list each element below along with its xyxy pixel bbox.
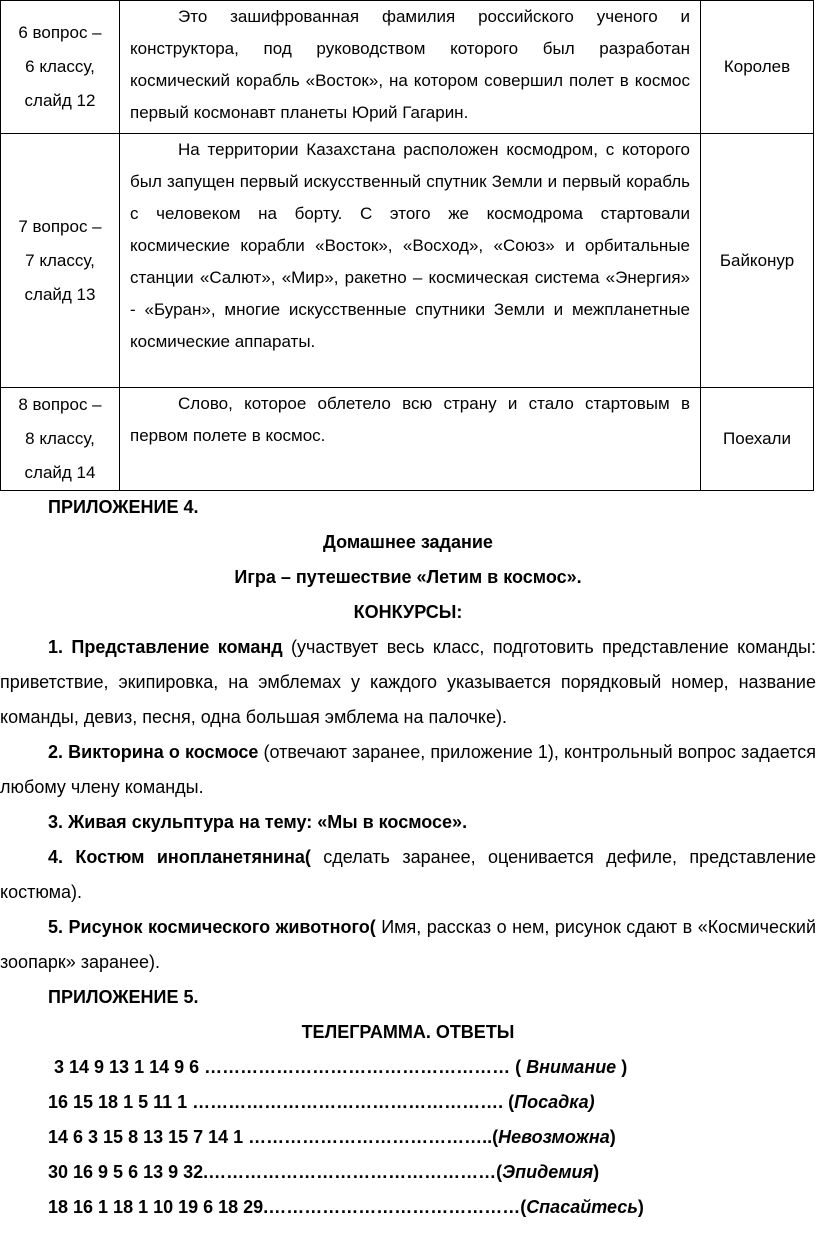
contest-item-title: 4. Костюм инопланетянина(: [48, 847, 311, 867]
telegram-code: 16 15 18 1 5 11 1 ……………………………………………. (: [48, 1092, 515, 1112]
telegram-line: [0, 1120, 816, 1155]
telegram-code: 14 6 3 15 8 13 15 7 14 1 …………………………………..(: [48, 1127, 499, 1147]
telegram-line: [0, 1190, 816, 1225]
contest-item-title: 3. Живая скульптура на тему: «Мы в космосе».: [48, 812, 468, 832]
question-line: слайд 14: [24, 463, 96, 482]
telegram-answer: Невозможна: [498, 1127, 610, 1147]
document-body: [0, 490, 816, 1225]
table-row: [1, 1, 814, 134]
question-text: Слово, которое облетело всю страну и стало стартовым в первом полете в космос.: [120, 388, 701, 491]
game-title: Игра – путешествие «Летим в космос».: [234, 567, 582, 587]
telegram-line: [0, 1155, 816, 1190]
contest-item-text: сделать заранее, оценивается дефиле, представление костюма).: [0, 847, 816, 902]
contest-item-text: Имя, рассказ о нем, рисунок сдают в «Космический зоопарк» заранее).: [0, 917, 816, 972]
contest-item: [0, 735, 816, 805]
telegram-close: ): [609, 1127, 616, 1147]
question-cell: [1, 1, 120, 134]
question-text: На территории Казахстана расположен космодром, с которого был запущен первый искусственный спутник Земли и первый корабль с человеком на борту. С этого же космодрома стартовали космические корабли «Восток», «Восход», «Союз» и орбитальные станции «Салют», «Мир», ракетно – космическая система «Энергия» - «Буран», многие искусственные спутники Земли и межпланетные космические аппараты.: [120, 134, 701, 388]
question-line: 6 классу,: [25, 57, 95, 76]
contest-item-title: 1. Представление команд: [48, 637, 283, 657]
contest-item: [0, 910, 816, 980]
table-row: [1, 388, 814, 491]
telegram-title: ТЕЛЕГРАММА. ОТВЕТЫ: [301, 1022, 515, 1042]
telegram-answer: Спасайтесь: [526, 1197, 638, 1217]
quiz-table: [0, 0, 814, 491]
question-line: слайд 12: [24, 91, 96, 110]
telegram-code: 3 14 9 13 1 14 9 6 …………………………………………… (: [54, 1057, 527, 1077]
telegram-line: [0, 1085, 816, 1120]
contest-item-title: 5. Рисунок космического животного(: [48, 917, 376, 937]
question-line: 8 вопрос –: [18, 395, 102, 414]
question-cell: [1, 388, 120, 491]
telegram-code: 18 16 1 18 1 10 19 6 18 29.……………………………………(: [48, 1197, 527, 1217]
question-line: 7 вопрос –: [18, 216, 102, 236]
answer-cell: Поехали: [701, 388, 814, 491]
question-line: 7 классу,: [25, 250, 95, 270]
contest-item-text: (участвует весь класс, подготовить представление команды: приветствие, экипировка, на эмблемах у каждого указывается порядковый номер, название команды, девиз, песня, одна большая эмблема на палочке).: [0, 637, 816, 727]
appendix-5-heading: ПРИЛОЖЕНИЕ 5.: [48, 987, 199, 1007]
contest-item: [0, 630, 816, 735]
homework-heading: Домашнее задание: [323, 532, 493, 552]
contest-item: [0, 805, 816, 840]
answer-cell: Королев: [701, 1, 814, 134]
telegram-answer: Посадка): [514, 1092, 595, 1112]
question-line: слайд 13: [24, 284, 96, 304]
contests-heading: КОНКУРСЫ:: [353, 602, 463, 622]
telegram-answer: Внимание: [526, 1057, 617, 1077]
contest-item-text: (отвечают заранее, приложение 1), контрольный вопрос задается любому члену команды.: [0, 742, 816, 797]
telegram-answer: Эпидемия: [502, 1162, 594, 1182]
question-line: 6 вопрос –: [18, 23, 102, 42]
contest-item-title: 2. Викторина о космосе: [48, 742, 259, 762]
contest-item: [0, 840, 816, 910]
appendix-4-heading: ПРИЛОЖЕНИЕ 4.: [48, 497, 199, 517]
question-cell: [1, 134, 120, 388]
answer-cell: Байконур: [701, 134, 814, 388]
telegram-code: 30 16 9 5 6 13 9 32.…………………………………………(: [48, 1162, 503, 1182]
telegram-close: ): [637, 1197, 644, 1217]
telegram-line: [0, 1050, 816, 1085]
table-row: [1, 134, 814, 388]
question-line: 8 классу,: [25, 429, 95, 448]
question-text: Это зашифрованная фамилия российского ученого и конструктора, под руководством которого был разработан космический корабль «Восток», на котором совершил полет в космос первый космонавт планеты Юрий Гагарин.: [120, 1, 701, 134]
telegram-close: ): [593, 1162, 600, 1182]
telegram-close: ): [616, 1057, 628, 1077]
